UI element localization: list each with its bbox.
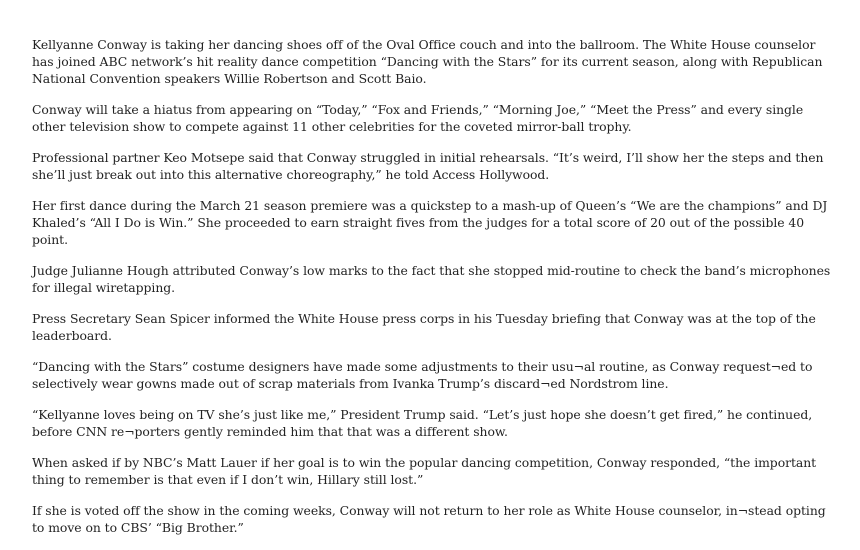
article-paragraph: When asked if by NBC’s Matt Lauer if her goal is to win the popular dancing competition, Conway responded, “the important thing to remember is that even if I don’t win, Hillary still lost.” (32, 455, 817, 487)
article-paragraph: Judge Julianne Hough attributed Conway’s low marks to the fact that she stopped mid-routine to check the band’s microphones for illegal wiretapping. (32, 263, 831, 295)
article-paragraph: “Kellyanne loves being on TV she’s just like me,” President Trump said. “Let’s just hope she doesn’t get fired,” he continued, before CNN re¬porters gently reminded him that that was a different show. (32, 407, 813, 439)
article-paragraph: Kellyanne Conway is taking her dancing shoes off of the Oval Office couch and into the ballroom. The White House counselor has joined ABC network’s hit reality dance competition “Dancing with the Stars” for its current season, along with Republican National Convention speakers Willie Robertson and Scott Baio. (32, 37, 823, 86)
article-paragraph: Professional partner Keo Motsepe said that Conway struggled in initial rehearsals. “It’s weird, I’ll show her the steps and then she’ll just break out into this alternative choreography,” he told Access Hollywood. (32, 150, 824, 182)
article-paragraph: “Dancing with the Stars” costume designers have made some adjustments to their usu¬al routine, as Conway request¬ed to selectively wear gowns made out of scrap materials from Ivanka Trump’s discard¬ed Nordstrom line. (32, 359, 813, 391)
article-paragraph: Conway will take a hiatus from appearing on “Today,” “Fox and Friends,” “Morning Joe,” “Meet the Press” and every single other television show to compete against 11 other celebrities for the coveted mirror-ball trophy. (32, 102, 804, 134)
article-paragraph: Her first dance during the March 21 season premiere was a quickstep to a mash-up of Queen’s “We are the champions” and DJ Khaled’s “All I Do is Win.” She proceeded to earn straight fives from the judges for a total score of 20 out of the possible 40 point. (32, 198, 828, 247)
article-paragraph: Press Secretary Sean Spicer informed the White House press corps in his Tuesday briefing that Conway was at the top of the leaderboard. (32, 311, 816, 343)
article-body (32, 36, 840, 550)
article-paragraph: If she is voted off the show in the coming weeks, Conway will not return to her role as White House counselor, in¬stead opting to move on to CBS’ “Big Brother.” (32, 503, 826, 535)
